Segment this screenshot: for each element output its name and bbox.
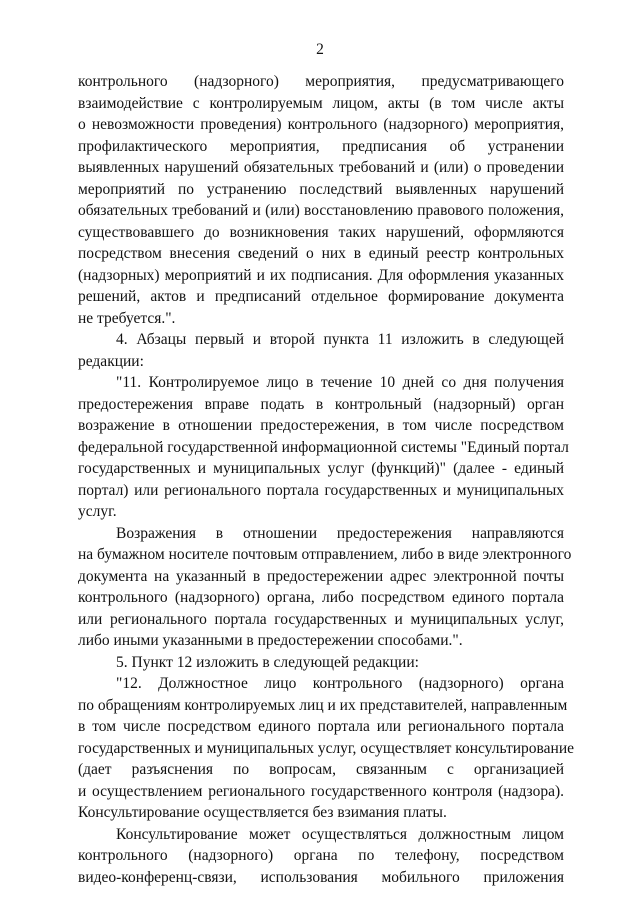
document-body	[78, 71, 574, 888]
text-line: Консультирование может осуществляться должностным лицом	[116, 825, 564, 843]
text-line: государственных и муниципальных услуг (функций)" (далее - единый	[78, 460, 564, 477]
text-line: в том числе посредством единого портала или регионального портала	[78, 718, 564, 735]
text-line: и осуществлением регионального государственного контроля (надзора).	[78, 782, 564, 800]
text-line: видео-конференц-связи, использования мобильного приложения	[78, 868, 564, 886]
text-line: услуг.	[78, 503, 117, 520]
text-line: выявленных нарушений обязательных требований и (или) о проведении	[78, 159, 564, 176]
text-line: обязательных требований и (или) восстановлению правового положения,	[78, 202, 564, 219]
text-line: либо иными указанными в предостережении способами.".	[78, 632, 463, 649]
text-line: профилактического мероприятия, предписания об устранении	[78, 137, 564, 155]
text-line: (дает разъяснения по вопросам, связанным с организацией	[78, 761, 564, 778]
text-line: контрольного (надзорного) мероприятия, предусматривающего	[78, 73, 564, 90]
text-line: или регионального портала государственных и муниципальных услуг,	[78, 610, 564, 628]
text-line: 4. Абзацы первый и второй пункта 11 изложить в следующей	[116, 331, 564, 348]
text-line: существовавшего до возникновения таких нарушений, оформляются	[78, 223, 564, 241]
text-line: мероприятий по устранению последствий выявленных нарушений	[78, 180, 564, 198]
text-line: предостережения вправе подать в контрольный (надзорный) орган	[78, 395, 564, 413]
text-line: "11. Контролируемое лицо в течение 10 дней со дня получения	[116, 374, 564, 391]
text-line: государственных и муниципальных услуг, осуществляет консультирование	[78, 739, 574, 757]
page-number: 2	[316, 41, 324, 58]
text-line: Консультирование осуществляется без взимания платы.	[78, 804, 447, 821]
text-line: взаимодействие с контролируемым лицом, акты (в том числе акты	[78, 94, 564, 112]
text-line: возражение в отношении предостережения, в том числе посредством	[78, 417, 564, 434]
text-line: контрольного (надзорного) органа, либо посредством единого портала	[78, 589, 564, 606]
text-line: по обращениям контролируемых лиц и их представителей, направленным	[78, 696, 568, 714]
text-line: не требуется.".	[78, 309, 176, 327]
text-line: редакции:	[78, 352, 144, 370]
text-line: 5. Пункт 12 изложить в следующей редакции:	[116, 653, 419, 671]
text-line: портал) или регионального портала государственных и муниципальных	[78, 481, 564, 499]
text-line: контрольного (надзорного) органа по телефону, посредством	[78, 847, 564, 864]
text-line: Возражения в отношении предостережения направляются	[116, 524, 564, 542]
text-line: документа на указанный в предостережении адрес электронной почты	[78, 567, 564, 585]
text-line: на бумажном носителе почтовым отправлением, либо в виде электронного	[78, 546, 572, 563]
text-line: о невозможности проведения) контрольного (надзорного) мероприятия,	[78, 116, 564, 133]
text-line: (надзорных) мероприятий и их подписания. Для оформления указанных	[78, 266, 564, 284]
text-line: посредством внесения сведений о них в единый реестр контрольных	[78, 245, 564, 262]
text-line: решений, актов и предписаний отдельное формирование документа	[78, 288, 564, 305]
text-line: "12. Должностное лицо контрольного (надзорного) органа	[116, 675, 564, 692]
text-line: федеральной государственной информационной системы "Единый портал	[78, 438, 569, 456]
